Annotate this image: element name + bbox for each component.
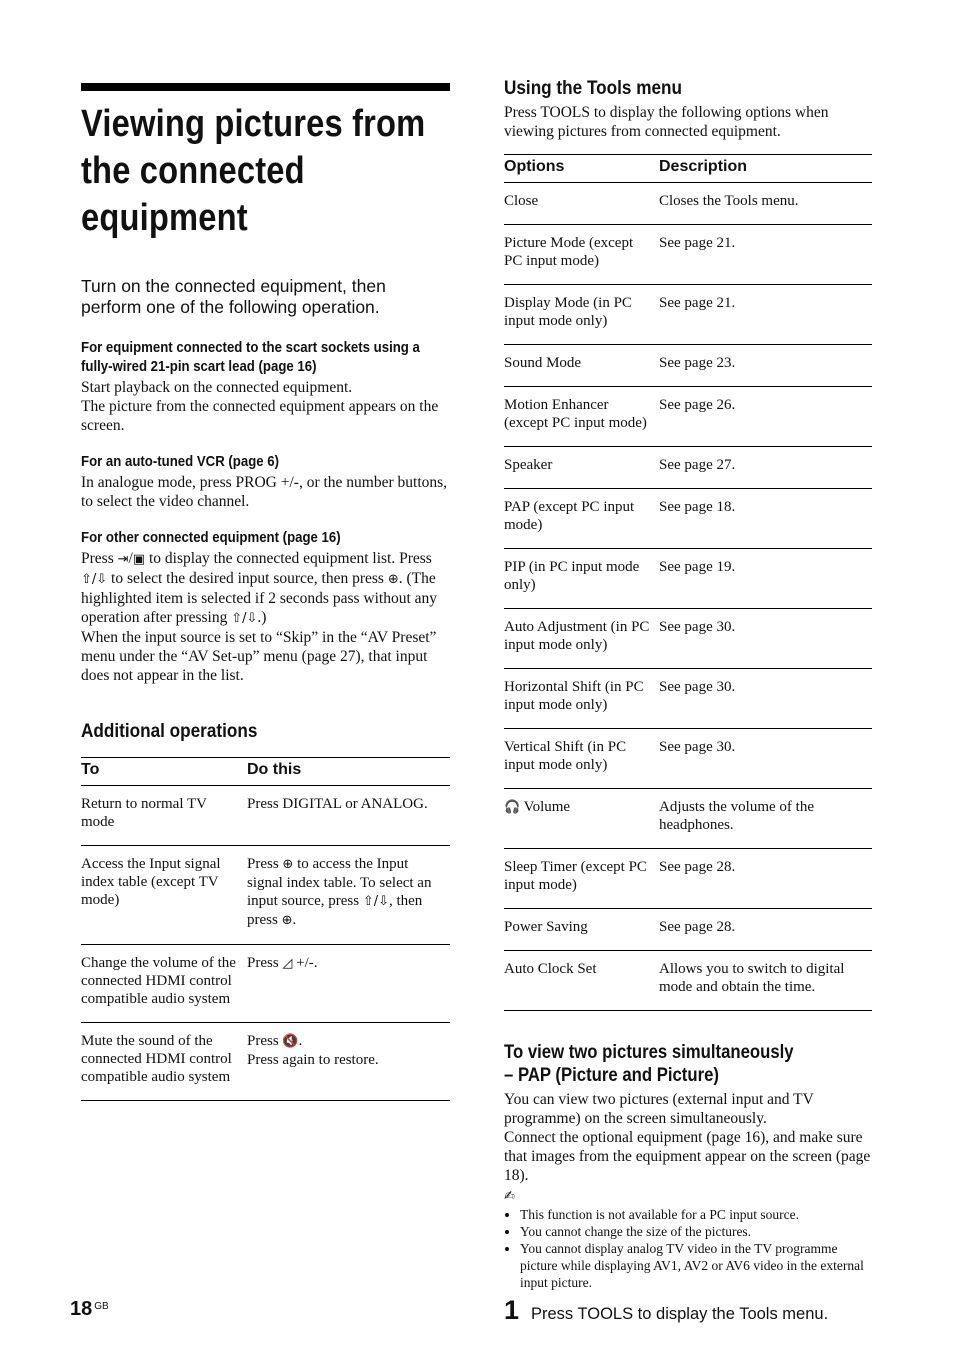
table-row	[81, 846, 450, 945]
row-option	[504, 789, 659, 849]
row-option: Vertical Shift (in PC input mode only)	[504, 729, 659, 789]
row-option: Sound Mode	[504, 345, 659, 387]
row-do-part: Press again to restore.	[247, 1052, 379, 1068]
note-item: • This function is not available for a PC input source.	[520, 1206, 872, 1223]
volume-icon: ◿	[282, 956, 293, 971]
note-item: • You cannot display analog TV video in the TV programme picture while displaying AV1, AV2 or AV6 video in the external input picture.	[520, 1240, 872, 1291]
other-text: Press ⇥/▣ to display the connected equipment list. Press ⇧/⇩ to select the desired input source, then press ⊕. (The highlighted item is selected if 2 seconds pass without any operation after pressing ⇧/⇩.) When the input source is set to “Skip” in the “AV Preset” menu under the “AV Set-up” menu (page 27), that input does not appear in the list.	[81, 549, 450, 685]
row-description: See page 26.	[659, 387, 872, 447]
page-number	[70, 1298, 109, 1321]
table-row	[504, 609, 872, 669]
row-option: Horizontal Shift (in PC input mode only)	[504, 669, 659, 729]
tv-input-icon: ▣	[132, 552, 146, 567]
other-text-4: . (The highlighted item is selected if 2 seconds pass without any operation after pressing	[81, 570, 438, 626]
enter-icon: ⊕	[387, 572, 399, 587]
additional-heading: Additional operations	[81, 720, 258, 742]
row-option: Auto Adjustment (in PC input mode only)	[504, 609, 659, 669]
row-description: See page 30.	[659, 669, 872, 729]
scart-text	[81, 378, 450, 435]
mute-icon: 🔇	[282, 1034, 299, 1049]
row-option: Close	[504, 183, 659, 225]
table-row	[504, 849, 872, 909]
up-down-arrows-icon-2: ⇧/⇩	[231, 611, 258, 626]
scart-line-2: The picture from the connected equipment appears on the screen.	[81, 398, 439, 434]
up-down-arrows-icon: ⇧/⇩	[362, 894, 389, 909]
enter-icon: ⊕	[282, 857, 294, 872]
row-option: Auto Clock Set	[504, 951, 659, 1011]
right-column	[504, 76, 872, 1326]
row-do: Press DIGITAL or ANALOG.	[247, 786, 450, 846]
row-option: PIP (in PC input mode only)	[504, 549, 659, 609]
tools-intro: Press TOOLS to display the following options when viewing pictures from connected equipment.	[504, 104, 829, 140]
tools-table	[504, 154, 872, 1011]
pap-text-2: Connect the optional equipment (page 16), and make sure that images from the equipment appear on the screen (page 18).	[504, 1129, 871, 1184]
left-column	[81, 83, 450, 1101]
row-option: PAP (except PC input mode)	[504, 489, 659, 549]
enter-icon: ⊕	[281, 913, 293, 928]
row-description: See page 19.	[659, 549, 872, 609]
title-rule	[81, 83, 450, 91]
row-to: Return to normal TV mode	[81, 786, 247, 846]
table-row	[81, 786, 450, 846]
other-heading: For other connected equipment (page 16)	[81, 529, 341, 546]
pap-heading-line-2: – PAP (Picture and Picture)	[504, 1065, 719, 1086]
col-header-options: Options	[504, 155, 659, 183]
scart-line-1: Start playback on the connected equipment.	[81, 379, 353, 396]
other-text-5: .)	[257, 609, 267, 626]
row-description: See page 27.	[659, 447, 872, 489]
row-description: See page 28.	[659, 909, 872, 951]
table-row	[504, 489, 872, 549]
row-do-part: .	[298, 1033, 303, 1049]
row-option-label: Volume	[523, 799, 571, 815]
row-do-part: Press	[247, 1033, 279, 1049]
row-description: Adjusts the volume of the headphones.	[659, 789, 872, 849]
col-header-description: Description	[659, 155, 872, 183]
row-description: Closes the Tools menu.	[659, 183, 872, 225]
row-to: Mute the sound of the connected HDMI control compatible audio system	[81, 1023, 247, 1101]
table-row	[504, 909, 872, 951]
row-option: Power Saving	[504, 909, 659, 951]
row-do	[247, 846, 450, 945]
tools-heading: Using the Tools menu	[504, 77, 682, 99]
row-option: Speaker	[504, 447, 659, 489]
row-to: Change the volume of the connected HDMI control compatible audio system	[81, 945, 247, 1023]
table-row	[504, 669, 872, 729]
page-title: Viewing pictures from the connected equipment	[81, 103, 426, 239]
other-text-6: When the input source is set to “Skip” in the “AV Preset” menu under the “AV Set-up” menu (page 27), that input does not appear in the list.	[81, 629, 437, 684]
intro-text: Turn on the connected equipment, then perform one of the following operation.	[81, 276, 386, 317]
table-row	[504, 549, 872, 609]
row-description: See page 28.	[659, 849, 872, 909]
step-1	[504, 1295, 872, 1326]
col-header-do-this: Do this	[247, 758, 450, 786]
col-header-to: To	[81, 758, 247, 786]
table-row	[504, 729, 872, 789]
table-row	[504, 387, 872, 447]
step-number: 1	[504, 1295, 520, 1325]
row-do-part: , then press	[247, 893, 423, 928]
table-row	[504, 345, 872, 387]
other-text-2: to display the connected equipment list. Press	[149, 550, 432, 567]
table-row	[504, 183, 872, 225]
other-text-3: to select the desired input source, then press	[111, 570, 384, 587]
row-option: Motion Enhancer (except PC input mode)	[504, 387, 659, 447]
row-do-part: Press	[247, 955, 279, 971]
table-row	[81, 1023, 450, 1101]
notes-list	[504, 1206, 872, 1291]
row-do-part: Press	[247, 856, 279, 872]
scart-heading: For equipment connected to the scart sockets using a fully-wired 21-pin scart lead (page 16)	[81, 339, 420, 375]
page-number-suffix: GB	[94, 1301, 109, 1312]
pap-text-1: You can view two pictures (external input and TV programme) on the screen simultaneously.	[504, 1091, 814, 1127]
additional-table	[81, 757, 450, 1101]
page-number-value: 18	[70, 1298, 93, 1320]
vcr-text: In analogue mode, press PROG +/-, or the number buttons, to select the video channel.	[81, 474, 448, 510]
input-icon: ⇥	[117, 552, 129, 567]
pap-heading	[504, 1041, 874, 1087]
row-description: Allows you to switch to digital mode and obtain the time.	[659, 951, 872, 1011]
row-option: Picture Mode (except PC input mode)	[504, 225, 659, 285]
row-do-part: +/-.	[296, 955, 318, 971]
table-row	[504, 225, 872, 285]
row-description: See page 18.	[659, 489, 872, 549]
other-text-1: Press	[81, 550, 114, 567]
row-do	[247, 1023, 450, 1101]
headphone-icon: 🎧	[504, 800, 521, 815]
table-row	[504, 285, 872, 345]
row-description: See page 30.	[659, 609, 872, 669]
row-do-part: .	[292, 912, 297, 928]
row-description: See page 30.	[659, 729, 872, 789]
table-row	[504, 951, 872, 1011]
row-description: See page 23.	[659, 345, 872, 387]
row-do	[247, 945, 450, 1023]
row-do-part: to access the Input signal index table. To select an input source, press	[247, 856, 432, 909]
table-row	[504, 789, 872, 849]
note-item: • You cannot change the size of the pictures.	[520, 1223, 872, 1240]
vcr-heading: For an auto-tuned VCR (page 6)	[81, 453, 279, 470]
row-option: Sleep Timer (except PC input mode)	[504, 849, 659, 909]
row-option: Display Mode (in PC input mode only)	[504, 285, 659, 345]
note-icon: ✍	[504, 1189, 515, 1204]
up-down-arrows-icon: ⇧/⇩	[81, 572, 108, 587]
pap-heading-line-1: To view two pictures simultaneously	[504, 1042, 794, 1063]
table-row	[504, 447, 872, 489]
table-row	[81, 945, 450, 1023]
pap-text	[504, 1090, 872, 1185]
row-to: Access the Input signal index table (except TV mode)	[81, 846, 247, 945]
row-description: See page 21.	[659, 225, 872, 285]
step-text: Press TOOLS to display the Tools menu.	[531, 1305, 829, 1323]
row-description: See page 21.	[659, 285, 872, 345]
